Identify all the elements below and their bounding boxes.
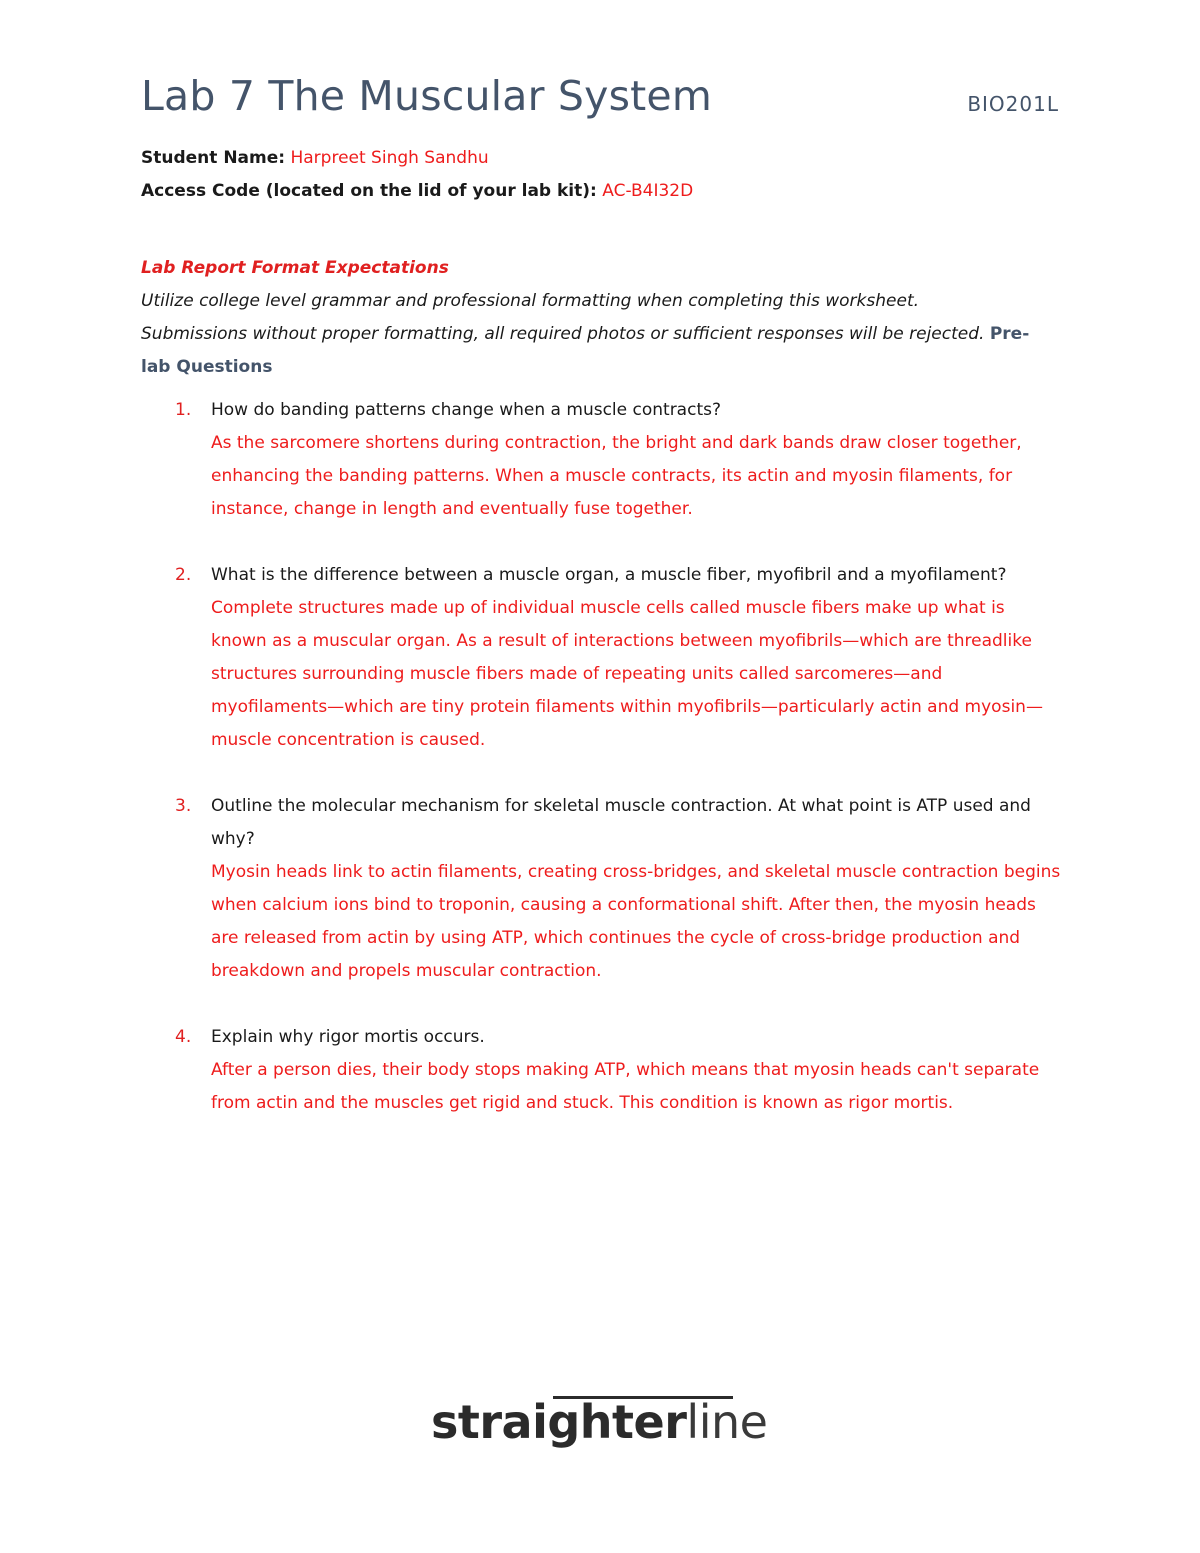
answer-text: As the sarcomere shortens during contraction, the bright and dark bands draw closer together, enhancing the banding patterns. When a muscle contracts, its actin and myosin filaments, for instance, change in length and eventually fuse together. bbox=[211, 433, 1022, 519]
student-name-value: Harpreet Singh Sandhu bbox=[290, 148, 489, 168]
access-code-line bbox=[141, 175, 693, 208]
logo-bold-text: straighter bbox=[431, 1395, 687, 1449]
document-header bbox=[141, 72, 1059, 128]
expectations-heading: Lab Report Format Expectations bbox=[141, 258, 449, 278]
question-number: 3. bbox=[175, 796, 192, 816]
question-number: 2. bbox=[175, 565, 192, 585]
straighterline-logo bbox=[431, 1394, 768, 1454]
student-name-label: Student Name: bbox=[141, 148, 286, 168]
answer-text: After a person dies, their body stops making ATP, which means that myosin heads can't separate from actin and the muscles get rigid and stuck. This condition is known as rigor mortis. bbox=[211, 1060, 1040, 1113]
answer-text: Myosin heads link to actin filaments, creating cross-bridges, and skeletal muscle contraction begins when calcium ions bind to troponin, causing a conformational shift. After then, the myosin heads are released from actin by using ATP, which continues the cycle of cross-bridge production and breakdown and propels muscular contraction. bbox=[211, 862, 1061, 981]
expectations-line-1: Utilize college level grammar and professional formatting when completing this worksheet. bbox=[141, 291, 920, 311]
question-number: 1. bbox=[175, 400, 192, 420]
prelab-heading-part2: lab Questions bbox=[141, 357, 273, 377]
format-expectations bbox=[141, 252, 1061, 384]
expectations-line-2-text: Submissions without proper formatting, all required photos or sufficient responses will be rejected. bbox=[141, 324, 985, 344]
student-info bbox=[141, 142, 693, 208]
question-item bbox=[141, 394, 1061, 526]
question-text: Explain why rigor mortis occurs. bbox=[211, 1027, 485, 1047]
prelab-heading-part1: Pre- bbox=[989, 324, 1030, 344]
question-text: How do banding patterns change when a muscle contracts? bbox=[211, 400, 721, 420]
question-number: 4. bbox=[175, 1027, 192, 1047]
answer-text: Complete structures made up of individual muscle cells called muscle fibers make up what is known as a muscular organ. As a result of interactions between myofibrils—which are threadlike structures surrounding muscle fibers made of repeating units called sarcomeres—and myofilaments—which are tiny protein filaments within myofibrils—particularly actin and myosin—muscle concentration is caused. bbox=[211, 598, 1043, 750]
question-text: Outline the molecular mechanism for skeletal muscle contraction. At what point is ATP used and why? bbox=[211, 796, 1031, 849]
course-code: BIO201L bbox=[967, 92, 1059, 116]
logo-wordmark bbox=[431, 1394, 767, 1450]
student-name-line bbox=[141, 142, 693, 175]
question-text: What is the difference between a muscle organ, a muscle fiber, myofibril and a myofilament? bbox=[211, 565, 1007, 585]
question-item bbox=[141, 790, 1061, 988]
question-item bbox=[141, 1021, 1061, 1120]
question-list bbox=[141, 394, 1061, 1153]
question-item bbox=[141, 559, 1061, 757]
page-title: Lab 7 The Muscular System bbox=[141, 72, 712, 120]
access-code-label: Access Code (located on the lid of your lab kit): bbox=[141, 181, 597, 201]
access-code-value: AC-B4I32D bbox=[602, 181, 694, 201]
expectations-line-2 bbox=[141, 318, 1061, 351]
logo-light-text: line bbox=[686, 1395, 768, 1449]
